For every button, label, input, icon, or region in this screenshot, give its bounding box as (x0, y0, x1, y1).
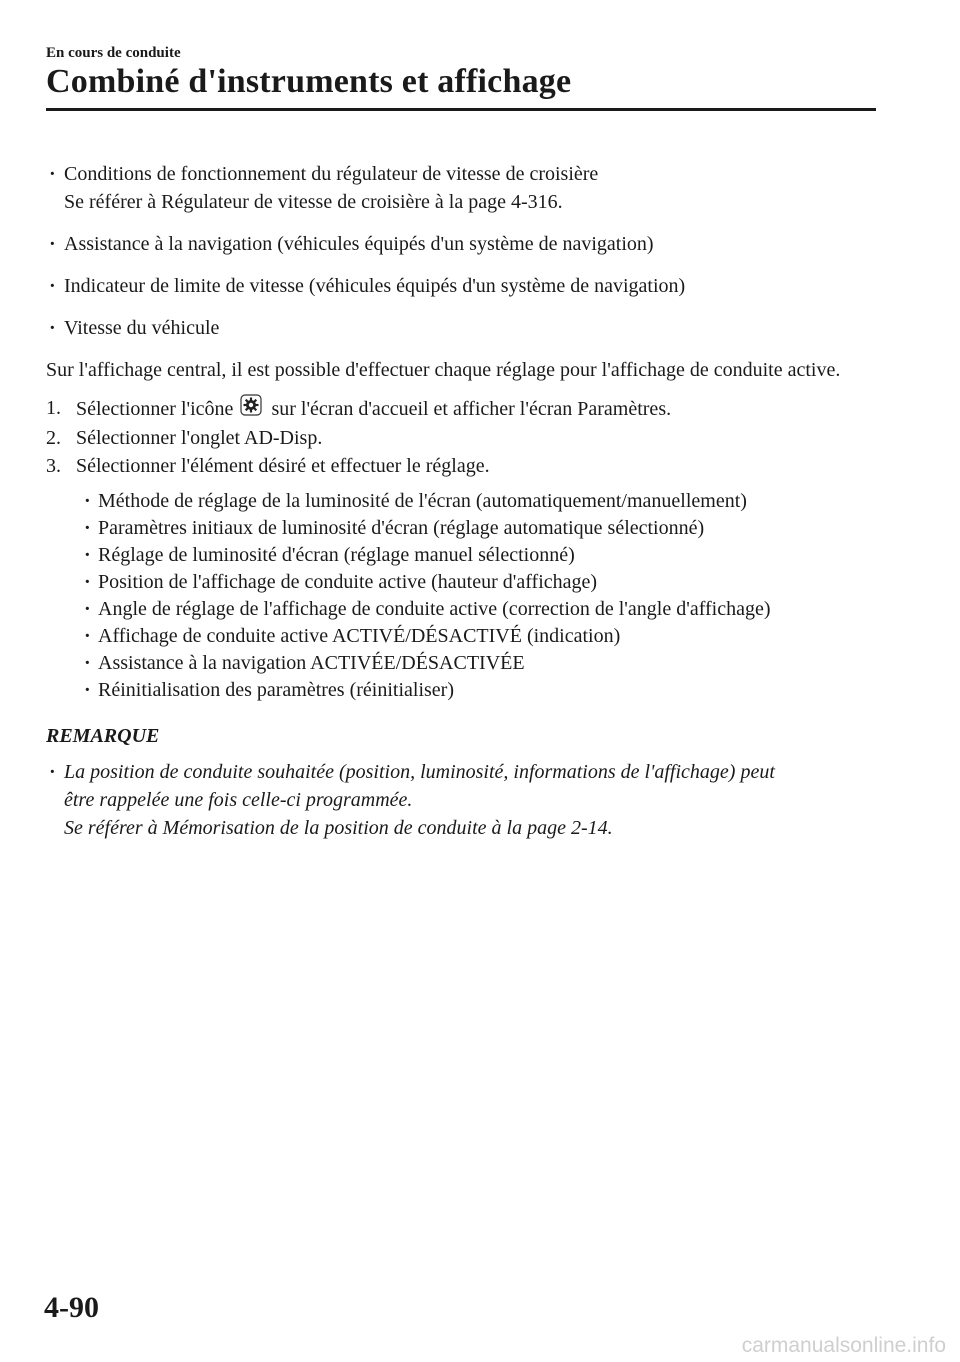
step-text: sur l'écran d'accueil et afficher l'écran Paramètres. (271, 398, 672, 420)
step-text: Sélectionner l'onglet AD-Disp. (76, 427, 323, 449)
step-number: 3. (46, 455, 61, 477)
settings-item: · Affichage de conduite active ACTIVÉ/DÉSACTIVÉ (indication) (82, 623, 876, 650)
step-text: Sélectionner l'icône (76, 398, 234, 420)
settings-item: · Assistance à la navigation ACTIVÉE/DÉSACTIVÉE (82, 650, 876, 677)
steps-list (46, 394, 876, 480)
note-reference: Se référer à Mémorisation de la position de conduite à la page 2-14. (64, 817, 613, 839)
page-number: 4-90 (44, 1291, 99, 1324)
bullet-vehicle-speed (46, 314, 876, 342)
step-number: 2. (46, 427, 61, 449)
watermark: carmanualsonline.info (741, 1334, 946, 1357)
settings-item: · Position de l'affichage de conduite active (hauteur d'affichage) (82, 569, 876, 596)
page-content (46, 160, 876, 842)
step-1 (46, 394, 876, 424)
note-line: · La position de conduite souhaitée (position, luminosité, informations de l'affichage) peut (64, 761, 775, 783)
gear-icon (240, 394, 262, 424)
intro-paragraph: Sur l'affichage central, il est possible d'effectuer chaque réglage pour l'affichage de conduite active. (46, 359, 841, 381)
step-2 (46, 424, 876, 452)
settings-item: · Méthode de réglage de la luminosité de l'écran (automatiquement/manuellement) (82, 488, 876, 515)
settings-items-list (82, 488, 876, 704)
bullet-navigation-assist (46, 230, 876, 258)
bullet-text: · Indicateur de limite de vitesse (véhicules équipés d'un système de navigation) (64, 275, 686, 297)
note-heading: REMARQUE (46, 725, 160, 747)
step-3 (46, 452, 876, 480)
bullet-reference: Se référer à Régulateur de vitesse de croisière à la page 4-316. (64, 191, 563, 213)
settings-item: · Paramètres initiaux de luminosité d'écran (réglage automatique sélectionné) (82, 515, 876, 542)
running-head: En cours de conduite (46, 45, 181, 61)
settings-item: · Réglage de luminosité d'écran (réglage manuel sélectionné) (82, 542, 876, 569)
note-item (46, 758, 876, 842)
settings-item: · Angle de réglage de l'affichage de conduite active (correction de l'angle d'affichage) (82, 596, 876, 623)
bullet-text: · Conditions de fonctionnement du régulateur de vitesse de croisière (64, 163, 599, 185)
bullet-text: · Assistance à la navigation (véhicules équipés d'un système de navigation) (64, 233, 654, 255)
bullet-speed-limit (46, 272, 876, 300)
step-text: Sélectionner l'élément désiré et effectuer le réglage. (76, 455, 490, 477)
page-title: Combiné d'instruments et affichage (46, 63, 572, 100)
note-line: être rappelée une fois celle-ci programmée. (64, 789, 413, 811)
settings-item: · Réinitialisation des paramètres (réinitialiser) (82, 677, 876, 704)
bullet-cruise-conditions (46, 160, 876, 216)
title-rule (46, 108, 876, 111)
bullet-text: · Vitesse du véhicule (64, 317, 220, 339)
step-number: 1. (46, 397, 61, 419)
